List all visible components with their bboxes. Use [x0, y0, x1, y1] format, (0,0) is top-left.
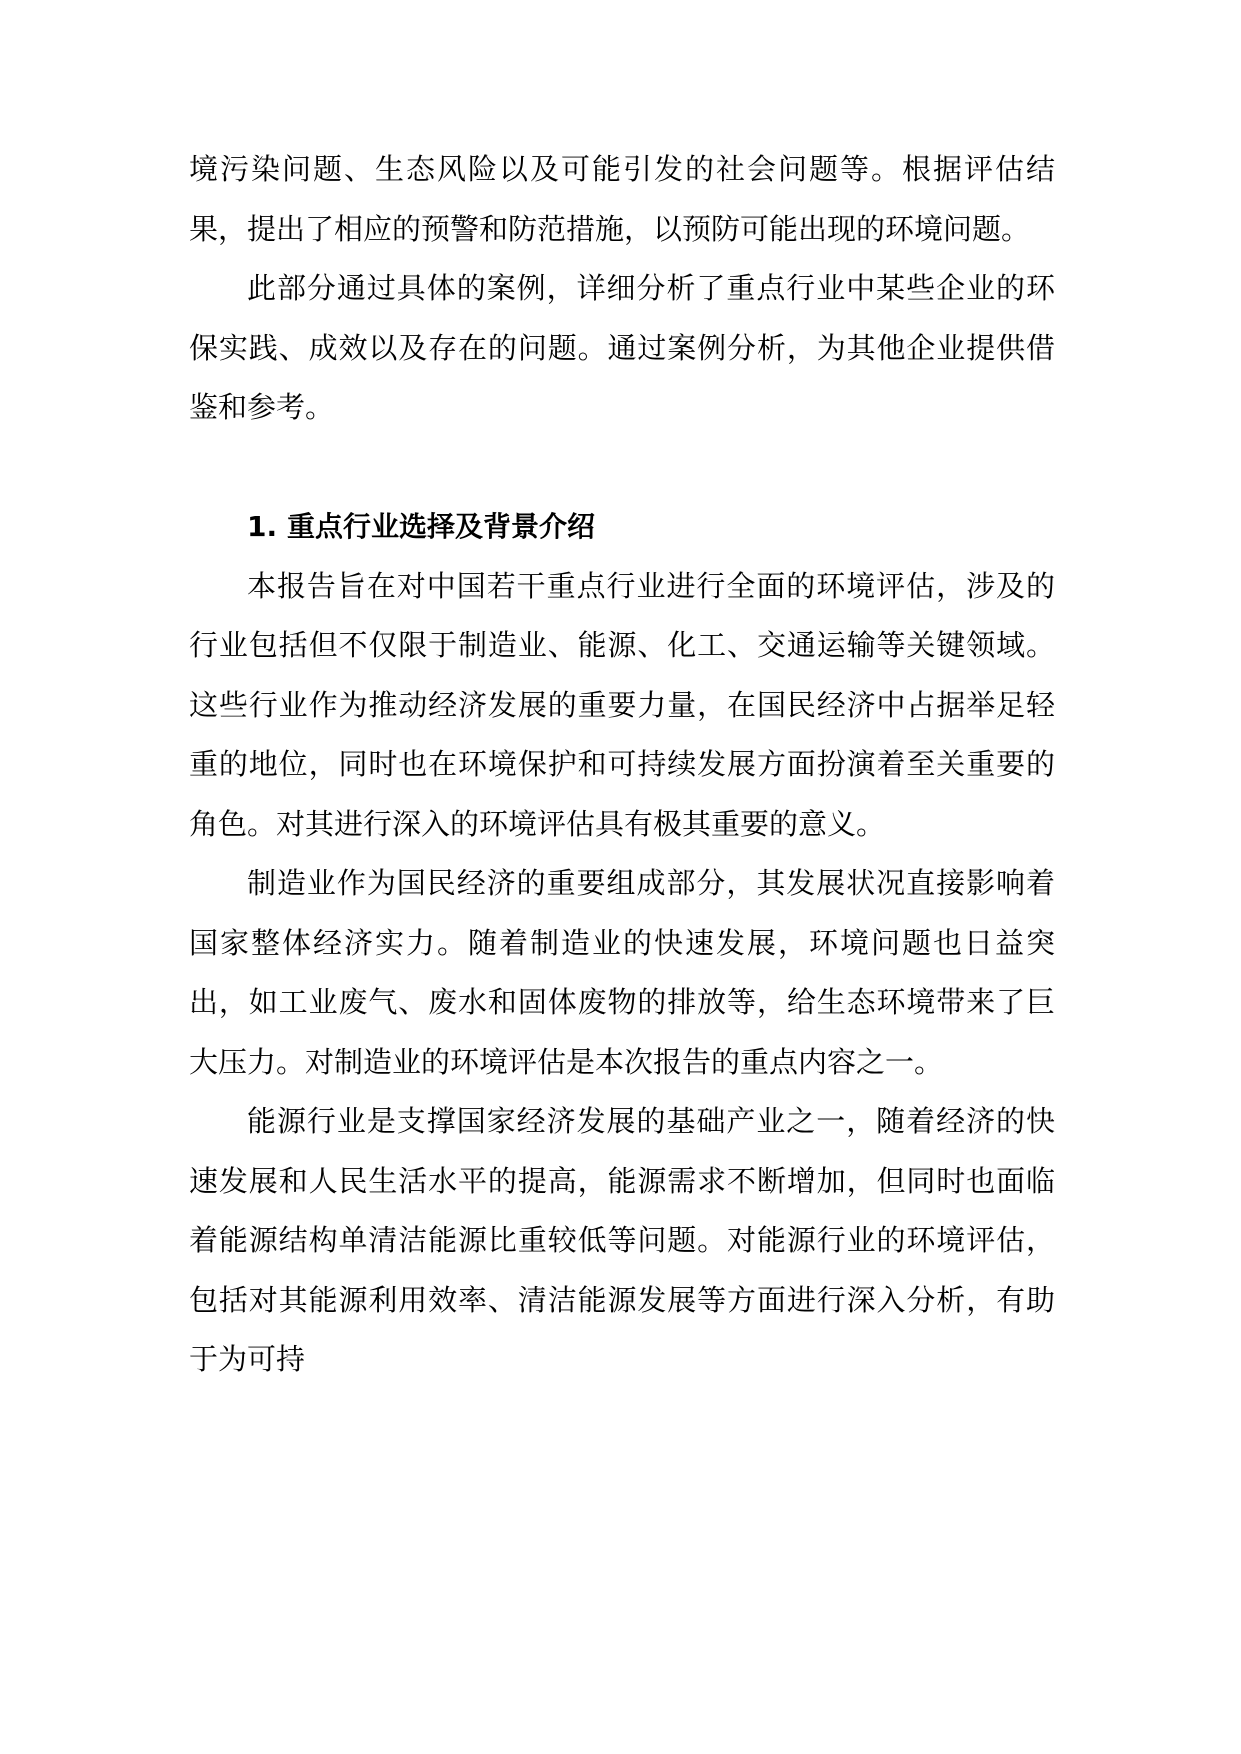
document-body — [189, 140, 1055, 1390]
section-spacer — [189, 438, 1055, 498]
paragraph-manufacturing: 制造业作为国民经济的重要组成部分，其发展状况直接影响着国家整体经济实力。随着制造业的快速发展，环境问题也日益突出，如工业废气、废水和固体废物的排放等，给生态环境带来了巨大压力。对制造业的环境评估是本次报告的重点内容之一。 — [189, 866, 1055, 1079]
section-heading — [189, 497, 1055, 557]
paragraph-energy: 能源行业是支撑国家经济发展的基础产业之一，随着经济的快速发展和人民生活水平的提高，能源需求不断增加，但同时也面临着能源结构单清洁能源比重较低等问题。对能源行业的环境评估，包括对其能源利用效率、清洁能源发展等方面进行深入分析，有助于为可持 — [189, 1104, 1055, 1376]
paragraph-continuation: 境污染问题、生态风险以及可能引发的社会问题等。根据评估结果，提出了相应的预警和防范措施，以预防可能出现的环境问题。 — [189, 152, 1055, 246]
section-number: 1. — [247, 510, 278, 543]
section-title: 重点行业选择及背景介绍 — [287, 510, 596, 543]
paragraph-report-scope: 本报告旨在对中国若干重点行业进行全面的环境评估，涉及的行业包括但不仅限于制造业、能源、化工、交通运输等关键领域。这些行业作为推动经济发展的重要力量，在国民经济中占据举足轻重的地位，同时也在环境保护和可持续发展方面扮演着至关重要的角色。对其进行深入的环境评估具有极其重要的意义。 — [189, 568, 1055, 841]
paragraph-case-analysis: 此部分通过具体的案例，详细分析了重点行业中某些企业的环保实践、成效以及存在的问题。通过案例分析，为其他企业提供借鉴和参考。 — [189, 271, 1055, 424]
